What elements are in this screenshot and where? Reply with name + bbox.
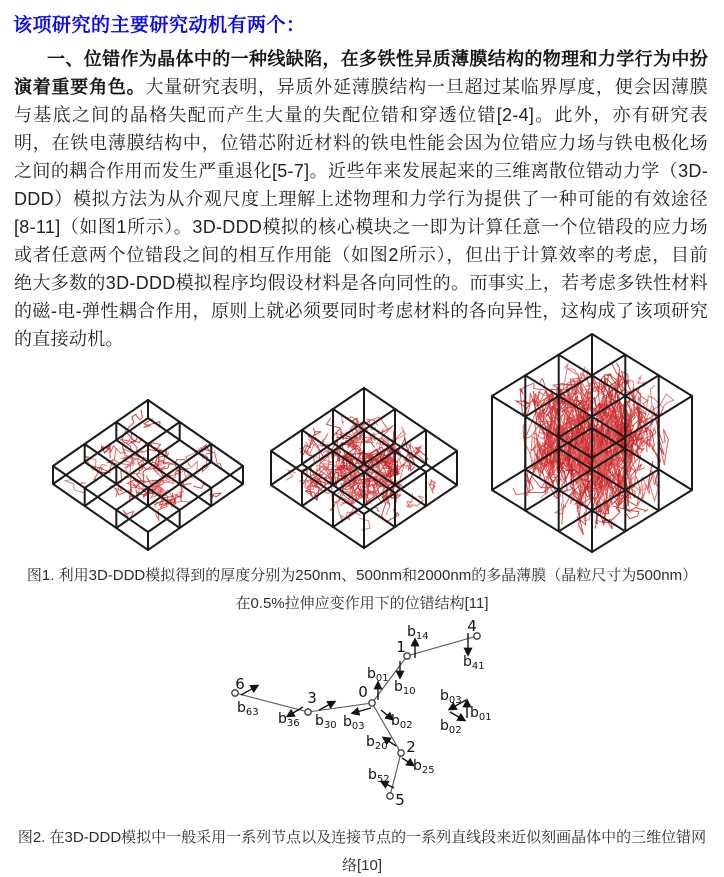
svg-text:b36: $b_{36}$ [278,711,300,729]
svg-text:b02: $b_{02}$ [440,718,462,736]
svg-text:6: 6 [235,675,245,693]
svg-text:b30: $b_{30}$ [315,713,337,731]
figure1-caption-line2: 在0.5%拉伸应变作用下的位错结构[11] [235,595,489,612]
svg-text:5: 5 [395,791,405,809]
svg-text:b10: $b_{10}$ [394,679,416,697]
svg-text:b03: $b_{03}$ [343,714,365,732]
svg-text:b20: $b_{20}$ [366,734,388,752]
figure2-caption-line1: 图2. 在3D-DDD模拟中一般采用一系列节点以及连接节点的一系列直线段来近似刻画晶体中的三维位错网 [17,829,707,846]
paragraph-bold-lead: 一、位错作为晶体中的一种线缺陷，在多铁性异质薄膜结构的物理和力学行为中扮演着重要角色。 [14,49,708,97]
figure1-polycrystal-film-boxes [0,325,724,560]
svg-text:b41: $b_{41}$ [463,654,485,672]
svg-text:3: 3 [307,689,317,707]
figure2-caption-line2: 络[10] [341,857,383,874]
svg-text:2: 2 [406,738,416,756]
svg-text:b52: $b_{52}$ [368,767,390,785]
svg-text:b03: $b_{03}$ [440,688,462,706]
svg-text:1: 1 [396,638,406,656]
svg-text:4: 4 [467,618,477,635]
svg-text:b25: $b_{25}$ [413,758,435,776]
section-heading: 该项研究的主要研究动机有两个： [13,15,306,36]
figure2-dislocation-network-diagram [0,618,724,818]
svg-text:b02: $b_{02}$ [391,713,413,731]
svg-text:b63: $b_{63}$ [237,700,259,718]
svg-text:b14: $b_{14}$ [407,624,429,642]
svg-text:0: 0 [358,683,368,701]
svg-text:b01: $b_{01}$ [367,666,389,684]
figure1-caption-line1: 图1. 利用3D-DDD模拟得到的厚度分别为250nm、500nm和2000nm的多晶薄膜（晶粒尺寸为500nm） [26,567,698,584]
svg-text:b01: $b_{01}$ [470,705,492,723]
figure1-caption [0,562,724,618]
paragraph-body-text: 大量研究表明，异质外延薄膜结构一旦超过某临界厚度，便会因薄膜与基底之间的晶格失配而产生大量的失配位错和穿透位错[2-4]。此外，亦有研究表明，在铁电薄膜结构中，位错芯附近材料的铁电性能会因为位错应力场与铁电极化场之间的耦合作用而发生严重退化[5-7]。近些年来发展起来的三维离散位错动力学（3D-DDD）模拟方法为从介观尺度上理解上述物理和力学行为提供了一种可能的有效途径[8-11]（如图1所示）。3D-DDD模拟的核心模块之一即为计算任意一个位错段的应力场或者任意两个位错段之间的相互作用能（如图2所示），但出于计算效率的考虑，目前绝大多数的3D-DDD模拟程序均假设材料是各向同性的。而事实上，若考虑多铁性材料的磁-电-弹性耦合作用，原则上就必须要同时考虑材料的各向异性，这构成了该项研究的直接动机。 [14,77,708,349]
body-paragraph [14,45,708,353]
figure2-caption [0,824,724,877]
